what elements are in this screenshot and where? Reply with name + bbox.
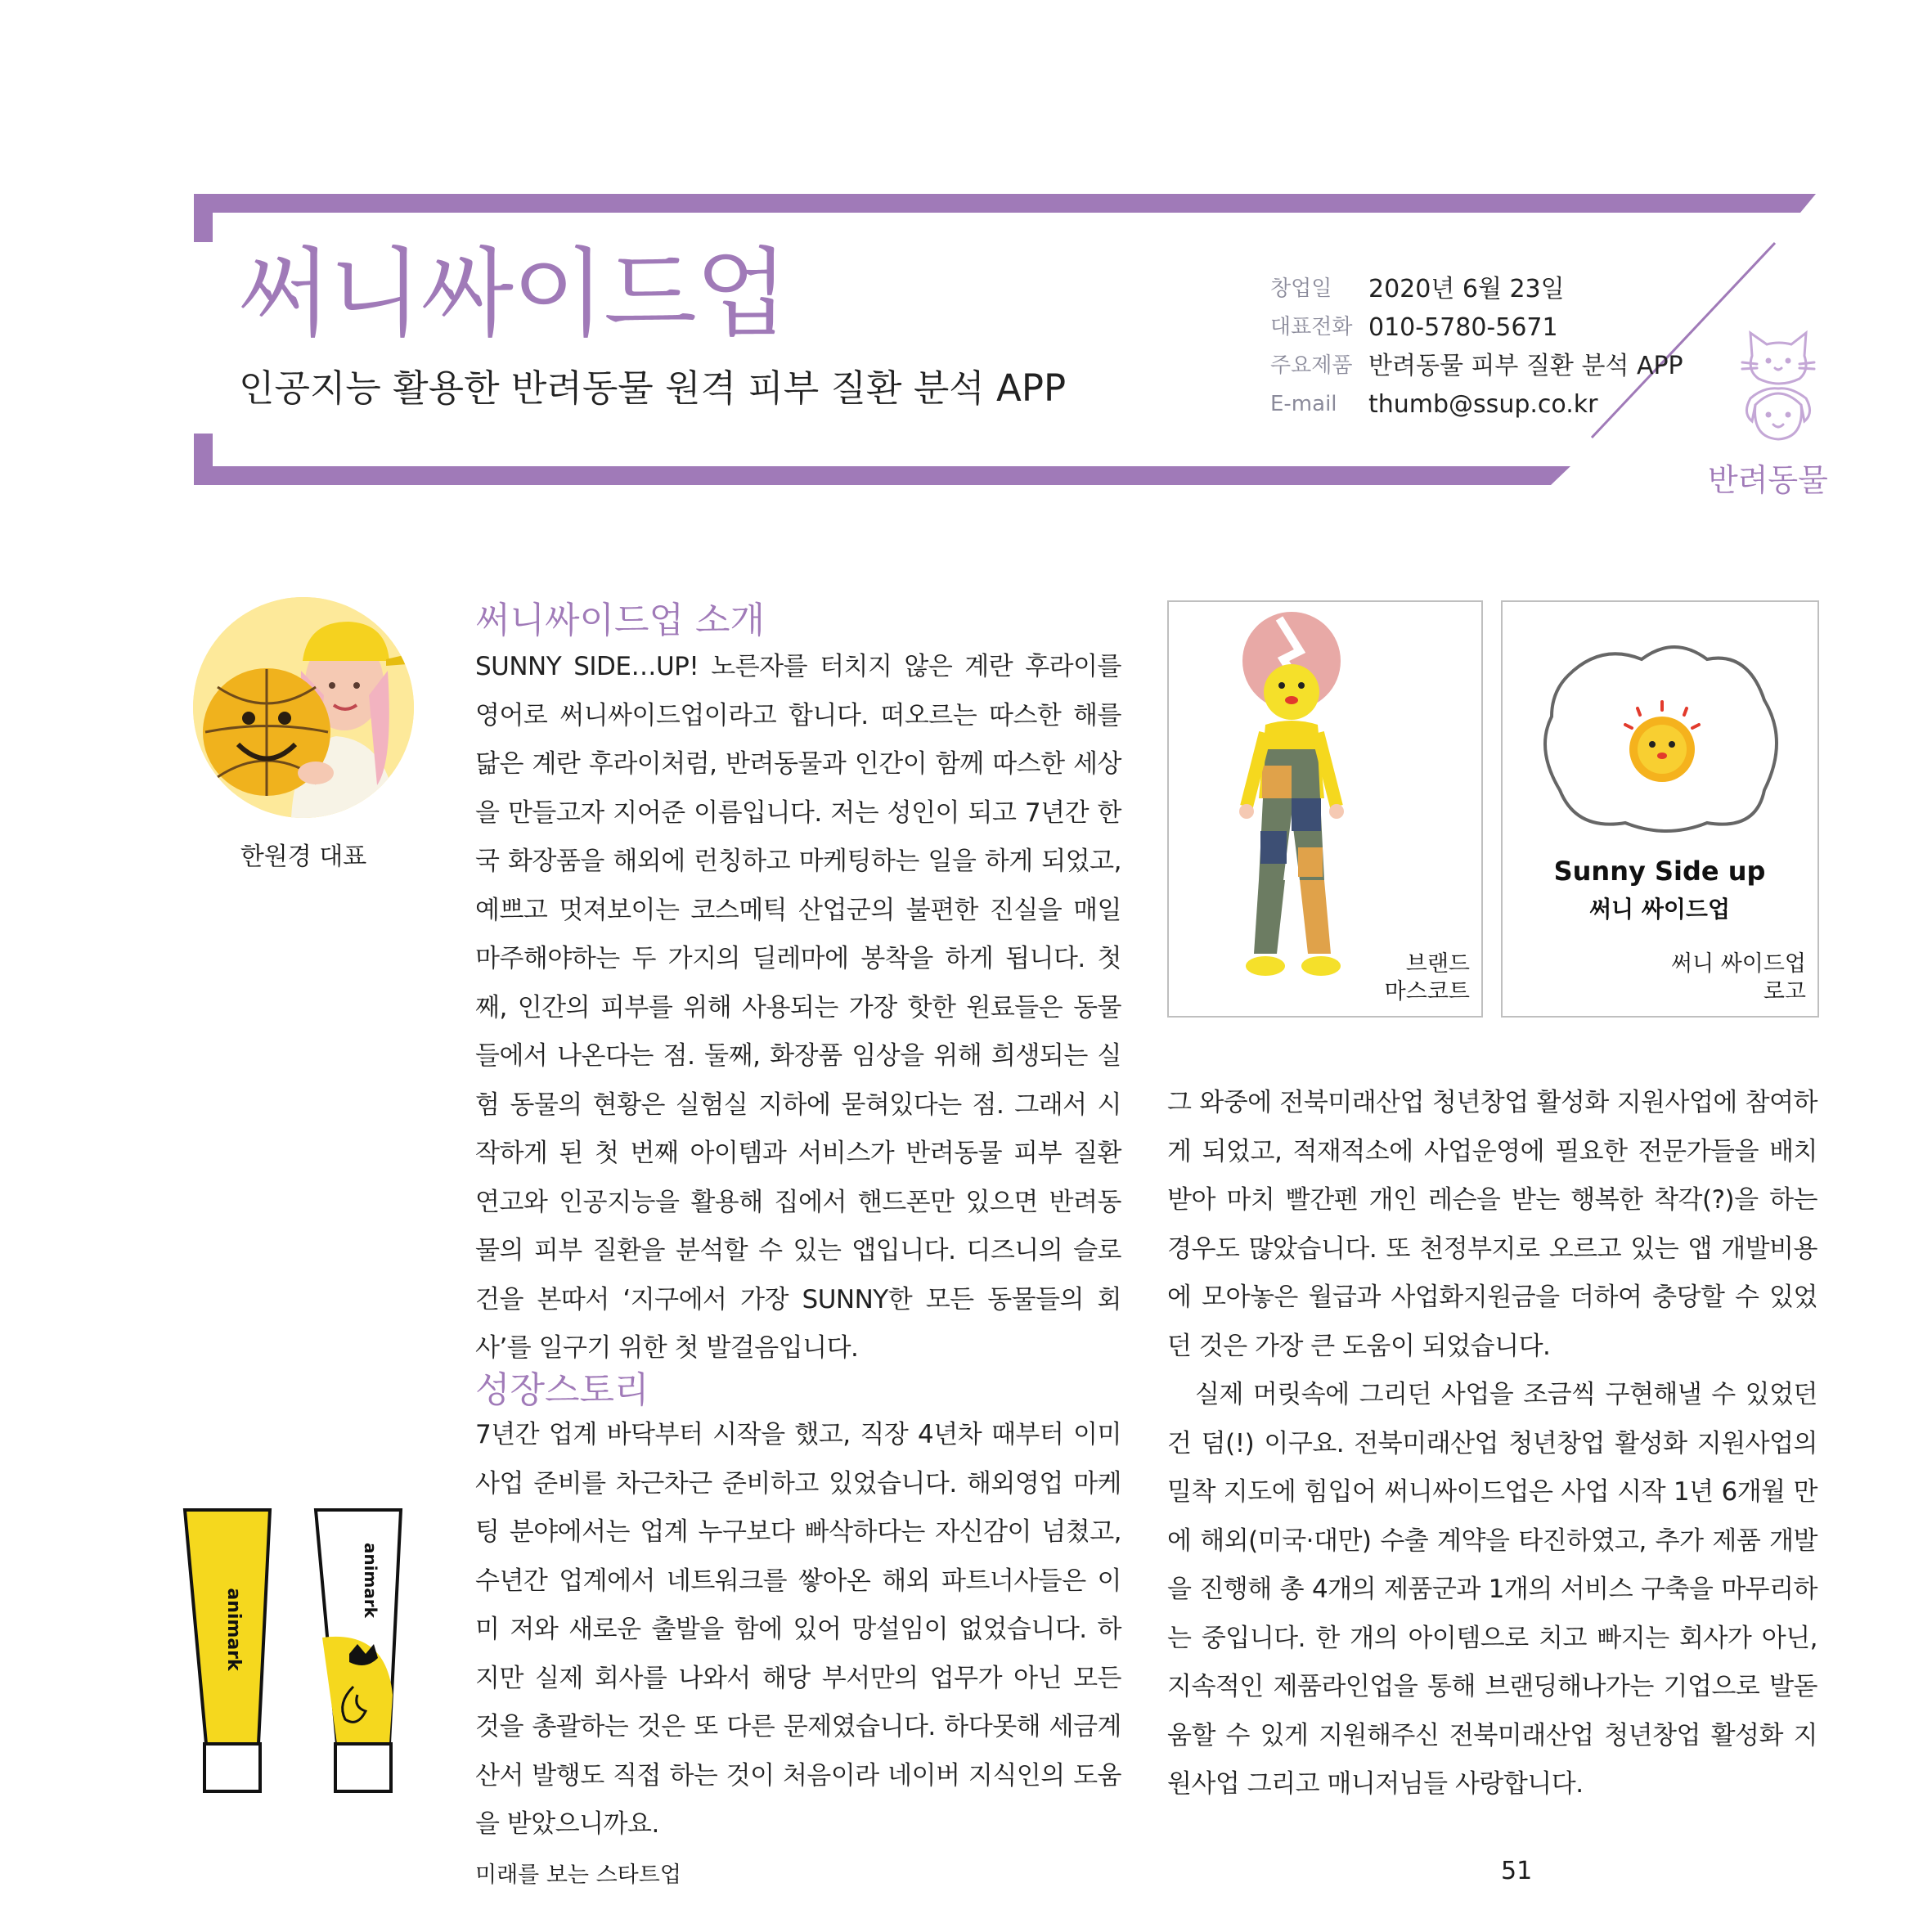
tube-text-1: animark [223, 1588, 244, 1671]
info-value: thumb@ssup.co.kr [1368, 390, 1598, 419]
info-row-founded [1270, 270, 1683, 308]
logo-caption-line2: 로고 [1763, 979, 1806, 1004]
logo-caption-line1: 써니 싸이드업 [1670, 951, 1806, 977]
info-row-product [1270, 347, 1683, 385]
page-number: 51 [1501, 1857, 1533, 1885]
info-value: 2020년 6월 23일 [1368, 275, 1565, 303]
category-label: 반려동물 [1708, 462, 1828, 498]
cat-dog-icon [1734, 323, 1824, 446]
mascot-caption [1385, 950, 1470, 1006]
portrait-caption: 한원경 대표 [240, 842, 367, 871]
logo-text-ko: 써니 싸이드업 [1588, 896, 1731, 923]
info-value: 반려동물 피부 질환 분석 APP [1368, 352, 1683, 380]
right-paragraph-1: 그 와중에 전북미래산업 청년창업 활성화 지원사업에 참여하게 되었고, 적재적소에 사업운영에 필요한 전문가들을 배치받아 마치 빨간펜 개인 레슨을 받는 행복한 착각(?)을 하는 경우도 많았습니다. 또 천정부지로 오르고 있는 앱 개발비용에 모아놓은 월급과 사업화지원금을 더하여 충당할 수 있었던 것은 가장 큰 도움이 되었습니다. [1167, 1088, 1817, 1361]
info-label: 창업일 [1270, 276, 1332, 301]
mascot-photo [1167, 600, 1483, 1018]
intro-paragraph: SUNNY SIDE…UP! 노른자를 터치지 않은 계란 후라이를 영어로 써니싸이드업이라고 합니다. 떠오르는 따스한 해를 닮은 계란 후라이처럼, 반려동물과 인간이 함께 따스한 세상을 만들고자 지어준 이름입니다. 저는 성인이 되고 7년간 한국 화장품을 해외에 런칭하고 마케팅하는 일을 하게 되었고, 예쁘고 멋져보이는 코스메틱 산업군의 불편한 진실을 매일 마주해야하는 두 가지의 딜레마에 봉착을 하게 됩니다. 첫째, 인간의 피부를 위해 사용되는 가장 핫한 원료들은 동물들에서 나온다는 점. 둘째, 화장품 임상을 위해 희생되는 실험 동물의 현황은 실험실 지하에 묻혀있다는 점. 그래서 시작하게 된 첫 번째 아이템과 서비스가 반려동물 피부 질환 연고와 인공지능을 활용해 집에서 핸드폰만 있으면 반려동물의 피부 질환을 분석할 수 있는 앱입니다. 디즈니의 슬로건을 본따서 ‘지구에서 가장 SUNNY한 모든 동물들의 회사’를 일구기 위한 첫 발걸음입니다. [475, 652, 1121, 1363]
company-name: 써니싸이드업 [237, 237, 787, 350]
right-paragraph-2: 실제 머릿속에 그리던 사업을 조금씩 구현해낼 수 있었던 건 덤(!) 이구요. 전북미래산업 청년창업 활성화 지원사업의 밀착 지도에 힘입어 써니싸이드업은 사업 시작 1년 6개월 만에 해외(미국·대만) 수출 계약을 타진하였고, 추가 제품 개발을 진행해 총 4개의 제품군과 1개의 서비스 구축을 마무리하는 중입니다. 한 개의 아이템으로 치고 빠지는 회사가 아닌, 지속적인 제품라인업을 통해 브랜딩해나가는 기업으로 발돋움할 수 있게 지원해주신 전북미래산업 청년창업 활성화 지원사업 그리고 매니저님들 사랑합니다. [1167, 1380, 1817, 1799]
footer-publication: 미래를 보는 스타트업 [475, 1862, 681, 1888]
info-row-email [1270, 385, 1683, 424]
ceo-portrait [193, 597, 414, 818]
product-tubes-illustration [182, 1507, 411, 1797]
growth-paragraph: 7년간 업계 바닥부터 시작을 했고, 직장 4년차 때부터 이미 사업 준비를 차근차근 준비하고 있었습니다. 해외영업 마케팅 분야에서는 업계 누구보다 빠삭하다는 자신감이 넘쳤고, 수년간 업계에서 네트워크를 쌓아온 해외 파트너사들은 이미 저와 새로운 출발을 함에 있어 망설임이 없었습니다. 하지만 실제 회사를 나와서 해당 부서만의 업무가 아닌 모든 것을 총괄하는 것은 또 다른 문제였습니다. 하다못해 세금계산서 발행도 직접 하는 것이 처음이라 네이버 지식인의 도움을 받았으니까요. [475, 1420, 1121, 1839]
mascot-caption-line2: 마스코트 [1384, 979, 1470, 1004]
info-label: 대표전화 [1270, 315, 1353, 339]
company-info [1270, 270, 1683, 424]
logo-caption [1671, 950, 1806, 1006]
tube-text-2: animark [361, 1542, 380, 1619]
tagline: 인공지능 활용한 반려동물 원격 피부 질환 분석 APP [239, 366, 1067, 410]
growth-text [475, 1411, 1121, 1849]
info-label: E-mail [1270, 392, 1337, 416]
intro-section-title: 써니싸이드업 소개 [475, 600, 766, 641]
info-label: 주요제품 [1270, 353, 1353, 378]
growth-section-title: 성장스토리 [475, 1369, 649, 1411]
info-row-phone [1270, 308, 1683, 347]
info-value: 010-5780-5671 [1368, 313, 1558, 342]
logo-text-en: Sunny Side up [1553, 856, 1766, 887]
intro-text [475, 643, 1121, 1373]
logo-photo [1501, 600, 1819, 1018]
right-text [1167, 1079, 1817, 1809]
mascot-caption-line1: 브랜드 [1405, 951, 1470, 977]
